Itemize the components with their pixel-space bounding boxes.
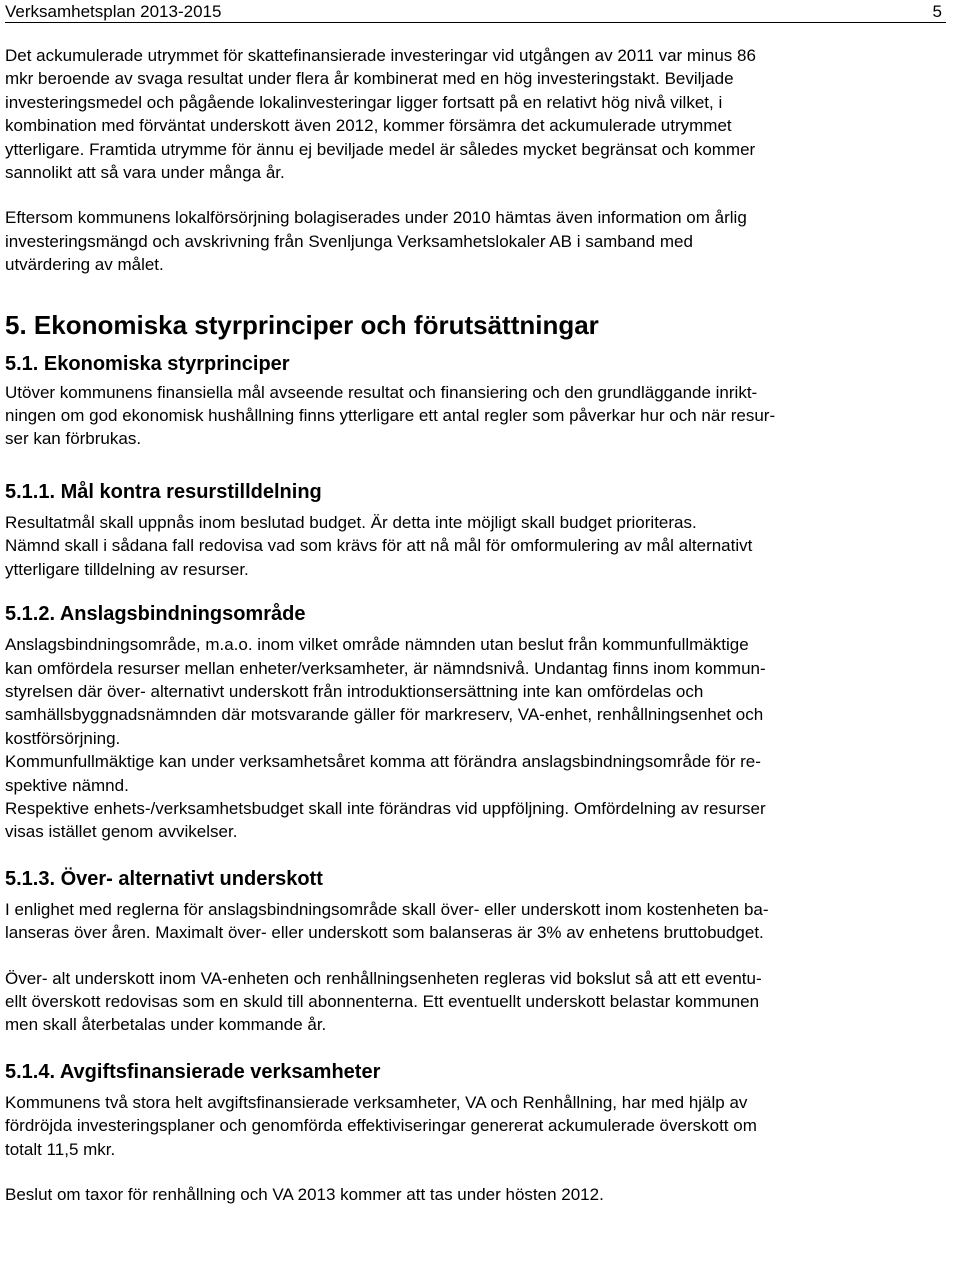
intro-paragraph-2: Eftersom kommunens lokalförsörjning bolagiserades under 2010 hämtas även information om årlig investeringsmängd och avskrivning från Svenljunga Verksamhetslokaler AB i samband med utvärdering av målet.	[5, 208, 747, 275]
intro-paragraph-1: Det ackumulerade utrymmet för skattefinansierade investeringar vid utgången av 2011 var minus 86 mkr beroende av svaga resultat under flera år kombinerat med en hög investeringstakt. Beviljade investeringsmedel och pågående lokalinvesteringar ligger fortsatt på en relativt hög nivå vilket, i kombination med förväntat underskott även 2012, kommer försämra det ackumulerade utrymmet ytterligare. Framtida utrymme för ännu ej beviljade medel är således mycket begränsat och kommer sannolikt att så vara under många år.	[5, 46, 756, 183]
section-5-1-3-paragraph-1: I enlighet med reglerna för anslagsbindningsområde skall över- eller underskott inom kostenheten ba- lanseras över åren. Maximalt över- eller underskott som balanseras är 3% av enhetens bruttobudget.	[5, 899, 769, 943]
section-5-1-2-heading: 5.1.2. Anslagsbindningsområde	[5, 603, 306, 626]
section-5-1-paragraph: Utöver kommunens finansiella mål avseende resultat och finansiering och den grundläggande inrikt- ningen om god ekonomisk hushållning finns ytterligare ett antal regler som påverkar hur och när resur- ser kan förbrukas.	[5, 382, 776, 449]
running-header	[5, 0, 946, 23]
section-5-1-3-heading: 5.1.3. Över- alternativt underskott	[5, 867, 323, 890]
section-5-1-4-paragraph-2: Beslut om taxor för renhållning och VA 2013 kommer att tas under hösten 2012.	[5, 1185, 604, 1204]
section-5-1-3-paragraph-2: Över- alt underskott inom VA-enheten och renhållningsenheten regleras vid bokslut så att ett eventu- ellt överskott redovisas som en skuld till abonnenterna. Ett eventuellt underskott belastar kommunen men skall återbetalas under kommande år.	[5, 968, 762, 1035]
document-title: Verksamhetsplan 2013-2015	[5, 2, 222, 21]
section-5-1-4-paragraph-1: Kommunens två stora helt avgiftsfinansierade verksamheter, VA och Renhållning, har med hjälp av fördröjda investeringsplaner och genomförda effektiviseringar genererat ackumulerade överskott om totalt 11,5 mkr.	[5, 1092, 757, 1159]
page-number: 5	[932, 2, 942, 21]
section-5-1-1-paragraph: Resultatmål skall uppnås inom beslutad budget. Är detta inte möjligt skall budget prioriteras. Nämnd skall i sådana fall redovisa vad som krävs för att nå mål för omformulering av mål alternativt ytterligare tilldelning av resurser.	[5, 512, 753, 579]
page-content	[5, 23, 952, 1206]
section-5-1-2-paragraph: Anslagsbindningsområde, m.a.o. inom vilket område nämnden utan beslut från kommunfullmäktige kan omfördela resurser mellan enheter/verksamheter, är nämndsnivå. Undantag finns inom kommun- styrelsen där över- alternativt underskott från introduktionsersättning inte kan omfördelas och samhällsbyggnadsnämnden där motsvarande gäller för markreserv, VA-enhet, renhållningsenhet och kostförsörjning. Kommunfullmäktige kan under verksamhetsåret komma att förändra anslagsbindningsområde för re- spektive nämnd. Respektive enhets-/verksamhetsbudget skall inte förändras vid uppföljning. Omfördelning av resurser visas istället genom avvikelser.	[5, 635, 766, 842]
section-5-1-heading: 5.1. Ekonomiska styrprinciper	[5, 352, 290, 375]
chapter-5-heading: 5. Ekonomiska styrprinciper och förutsättningar	[5, 309, 599, 340]
section-5-1-4-heading: 5.1.4. Avgiftsfinansierade verksamheter	[5, 1060, 381, 1083]
section-5-1-1-heading: 5.1.1. Mål kontra resurstilldelning	[5, 480, 322, 503]
